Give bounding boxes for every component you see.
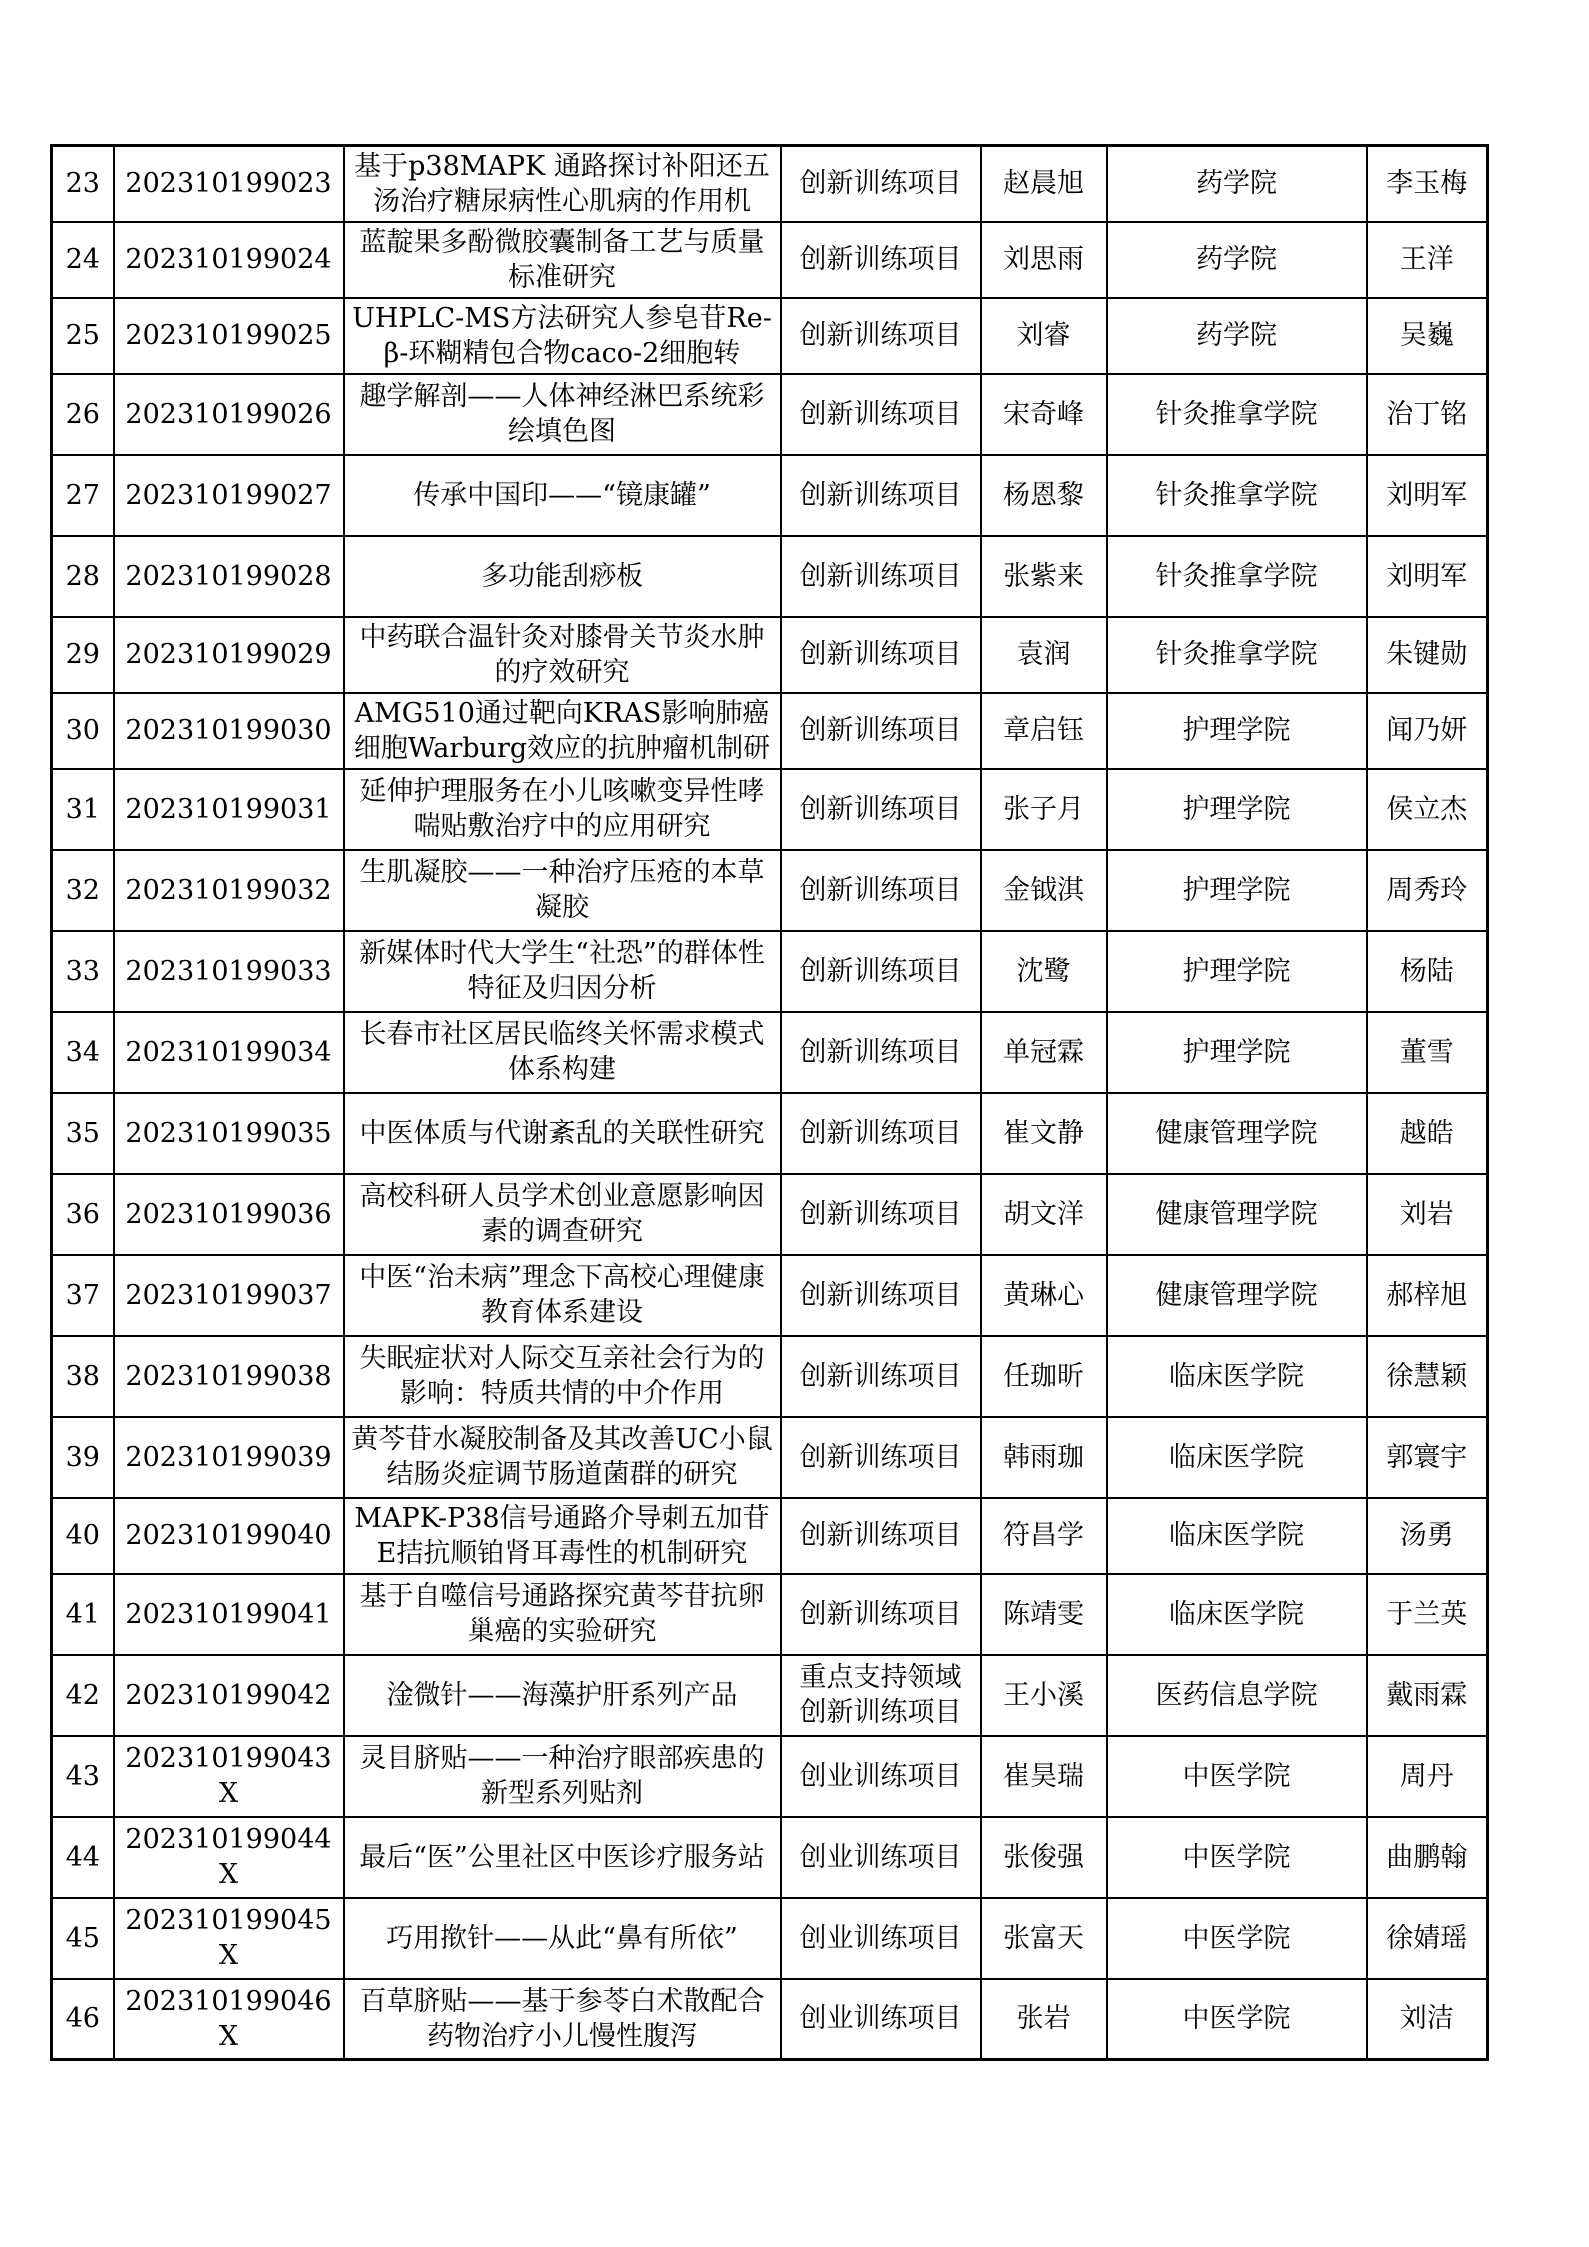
college-name-cell: 健康管理学院 xyxy=(1107,1174,1367,1255)
project-type-cell: 创新训练项目 xyxy=(781,374,981,455)
project-leader-cell: 张子月 xyxy=(981,769,1107,850)
project-leader-cell: 刘睿 xyxy=(981,298,1107,374)
advisor-name-cell: 朱键勋 xyxy=(1367,617,1488,693)
table-row xyxy=(52,1498,1488,1574)
project-leader-cell: 杨恩黎 xyxy=(981,455,1107,536)
project-title-cell: 基于自噬信号通路探究黄芩苷抗卵巢癌的实验研究 xyxy=(344,1574,781,1655)
row-number-cell: 35 xyxy=(52,1093,114,1174)
advisor-name-cell: 闻乃妍 xyxy=(1367,693,1488,769)
row-number-cell: 46 xyxy=(52,1979,114,2060)
row-number-cell: 33 xyxy=(52,931,114,1012)
project-leader-cell: 宋奇峰 xyxy=(981,374,1107,455)
project-leader-cell: 符昌学 xyxy=(981,1498,1107,1574)
table-row xyxy=(52,536,1488,617)
table-row xyxy=(52,374,1488,455)
table-row xyxy=(52,1255,1488,1336)
project-code-cell: 202310199036 xyxy=(114,1174,344,1255)
project-code-cell: 202310199029 xyxy=(114,617,344,693)
project-title-cell: 高校科研人员学术创业意愿影响因素的调查研究 xyxy=(344,1174,781,1255)
project-title-cell: 淦微针——海藻护肝系列产品 xyxy=(344,1655,781,1736)
project-code-cell: 202310199024 xyxy=(114,222,344,298)
project-code-cell: 202310199042 xyxy=(114,1655,344,1736)
project-leader-cell: 袁润 xyxy=(981,617,1107,693)
college-name-cell: 临床医学院 xyxy=(1107,1574,1367,1655)
project-code-cell: 202310199033 xyxy=(114,931,344,1012)
project-type-cell: 创业训练项目 xyxy=(781,1817,981,1898)
project-title-cell: 最后“医”公里社区中医诊疗服务站 xyxy=(344,1817,781,1898)
project-title-cell: 灵目脐贴——一种治疗眼部疾患的新型系列贴剂 xyxy=(344,1736,781,1817)
advisor-name-cell: 徐慧颖 xyxy=(1367,1336,1488,1417)
college-name-cell: 药学院 xyxy=(1107,298,1367,374)
project-title-cell: 基于p38MAPK 通路探讨补阳还五汤治疗糖尿病性心肌病的作用机 xyxy=(344,146,781,222)
college-name-cell: 药学院 xyxy=(1107,222,1367,298)
advisor-name-cell: 刘明军 xyxy=(1367,455,1488,536)
project-type-cell: 创新训练项目 xyxy=(781,769,981,850)
project-code-cell: 202310199034 xyxy=(114,1012,344,1093)
advisor-name-cell: 侯立杰 xyxy=(1367,769,1488,850)
project-type-cell: 创业训练项目 xyxy=(781,1736,981,1817)
college-name-cell: 临床医学院 xyxy=(1107,1336,1367,1417)
project-leader-cell: 金钺淇 xyxy=(981,850,1107,931)
project-title-cell: MAPK-P38信号通路介导刺五加苷E拮抗顺铂肾耳毒性的机制研究 xyxy=(344,1498,781,1574)
project-title-cell: 黄芩苷水凝胶制备及其改善UC小鼠结肠炎症调节肠道菌群的研究 xyxy=(344,1417,781,1498)
advisor-name-cell: 董雪 xyxy=(1367,1012,1488,1093)
project-leader-cell: 胡文洋 xyxy=(981,1174,1107,1255)
project-leader-cell: 张俊强 xyxy=(981,1817,1107,1898)
project-code-cell: 202310199031 xyxy=(114,769,344,850)
project-type-cell: 创新训练项目 xyxy=(781,298,981,374)
project-leader-cell: 张岩 xyxy=(981,1979,1107,2060)
row-number-cell: 38 xyxy=(52,1336,114,1417)
project-type-cell: 创新训练项目 xyxy=(781,1012,981,1093)
project-type-cell: 创业训练项目 xyxy=(781,1898,981,1979)
project-code-cell: 202310199037 xyxy=(114,1255,344,1336)
project-leader-cell: 崔文静 xyxy=(981,1093,1107,1174)
college-name-cell: 护理学院 xyxy=(1107,693,1367,769)
project-type-cell: 创新训练项目 xyxy=(781,1336,981,1417)
table-row xyxy=(52,455,1488,536)
project-title-cell: 新媒体时代大学生“社恐”的群体性特征及归因分析 xyxy=(344,931,781,1012)
table-row xyxy=(52,1093,1488,1174)
college-name-cell: 中医学院 xyxy=(1107,1817,1367,1898)
advisor-name-cell: 王洋 xyxy=(1367,222,1488,298)
project-type-cell: 创新训练项目 xyxy=(781,850,981,931)
project-code-cell: 202310199028 xyxy=(114,536,344,617)
table-row xyxy=(52,146,1488,222)
project-code-cell: 202310199039 xyxy=(114,1417,344,1498)
project-title-cell: 中医“治未病”理念下高校心理健康教育体系建设 xyxy=(344,1255,781,1336)
advisor-name-cell: 治丁铭 xyxy=(1367,374,1488,455)
row-number-cell: 41 xyxy=(52,1574,114,1655)
table-row xyxy=(52,850,1488,931)
college-name-cell: 中医学院 xyxy=(1107,1736,1367,1817)
college-name-cell: 临床医学院 xyxy=(1107,1498,1367,1574)
row-number-cell: 42 xyxy=(52,1655,114,1736)
table-row xyxy=(52,1417,1488,1498)
project-type-cell: 创新训练项目 xyxy=(781,1174,981,1255)
project-type-cell: 创新训练项目 xyxy=(781,455,981,536)
project-code-cell: 202310199046X xyxy=(114,1979,344,2060)
table-row xyxy=(52,1174,1488,1255)
project-title-cell: 趣学解剖——人体神经淋巴系统彩绘填色图 xyxy=(344,374,781,455)
row-number-cell: 44 xyxy=(52,1817,114,1898)
project-code-cell: 202310199027 xyxy=(114,455,344,536)
project-title-cell: 多功能刮痧板 xyxy=(344,536,781,617)
project-title-cell: 巧用揿针——从此“鼻有所依” xyxy=(344,1898,781,1979)
advisor-name-cell: 汤勇 xyxy=(1367,1498,1488,1574)
table-row xyxy=(52,298,1488,374)
project-leader-cell: 沈鹭 xyxy=(981,931,1107,1012)
project-leader-cell: 张紫来 xyxy=(981,536,1107,617)
project-code-cell: 202310199040 xyxy=(114,1498,344,1574)
project-type-cell: 创新训练项目 xyxy=(781,146,981,222)
table-body xyxy=(52,146,1488,2060)
row-number-cell: 34 xyxy=(52,1012,114,1093)
table-row xyxy=(52,931,1488,1012)
project-title-cell: 蓝靛果多酚微胶囊制备工艺与质量标准研究 xyxy=(344,222,781,298)
project-leader-cell: 陈靖雯 xyxy=(981,1574,1107,1655)
row-number-cell: 31 xyxy=(52,769,114,850)
college-name-cell: 护理学院 xyxy=(1107,1012,1367,1093)
row-number-cell: 37 xyxy=(52,1255,114,1336)
advisor-name-cell: 曲鹏翰 xyxy=(1367,1817,1488,1898)
advisor-name-cell: 周丹 xyxy=(1367,1736,1488,1817)
project-code-cell: 202310199044X xyxy=(114,1817,344,1898)
row-number-cell: 43 xyxy=(52,1736,114,1817)
project-leader-cell: 王小溪 xyxy=(981,1655,1107,1736)
row-number-cell: 24 xyxy=(52,222,114,298)
project-leader-cell: 刘思雨 xyxy=(981,222,1107,298)
project-leader-cell: 张富天 xyxy=(981,1898,1107,1979)
project-type-cell: 创新训练项目 xyxy=(781,1417,981,1498)
table-row xyxy=(52,1817,1488,1898)
project-leader-cell: 单冠霖 xyxy=(981,1012,1107,1093)
college-name-cell: 中医学院 xyxy=(1107,1979,1367,2060)
project-type-cell: 创新训练项目 xyxy=(781,222,981,298)
row-number-cell: 27 xyxy=(52,455,114,536)
project-type-cell: 创新训练项目 xyxy=(781,536,981,617)
advisor-name-cell: 周秀玲 xyxy=(1367,850,1488,931)
advisor-name-cell: 吴巍 xyxy=(1367,298,1488,374)
college-name-cell: 护理学院 xyxy=(1107,850,1367,931)
row-number-cell: 29 xyxy=(52,617,114,693)
row-number-cell: 40 xyxy=(52,1498,114,1574)
project-leader-cell: 韩雨珈 xyxy=(981,1417,1107,1498)
advisor-name-cell: 李玉梅 xyxy=(1367,146,1488,222)
project-leader-cell: 赵晨旭 xyxy=(981,146,1107,222)
project-code-cell: 202310199023 xyxy=(114,146,344,222)
advisor-name-cell: 徐婧瑶 xyxy=(1367,1898,1488,1979)
project-title-cell: 中医体质与代谢紊乱的关联性研究 xyxy=(344,1093,781,1174)
project-code-cell: 202310199038 xyxy=(114,1336,344,1417)
advisor-name-cell: 刘岩 xyxy=(1367,1174,1488,1255)
college-name-cell: 针灸推拿学院 xyxy=(1107,617,1367,693)
row-number-cell: 45 xyxy=(52,1898,114,1979)
project-type-cell: 创新训练项目 xyxy=(781,693,981,769)
college-name-cell: 针灸推拿学院 xyxy=(1107,374,1367,455)
project-code-cell: 202310199032 xyxy=(114,850,344,931)
college-name-cell: 临床医学院 xyxy=(1107,1417,1367,1498)
row-number-cell: 23 xyxy=(52,146,114,222)
table-row xyxy=(52,1336,1488,1417)
project-type-cell: 创新训练项目 xyxy=(781,617,981,693)
project-title-cell: 传承中国印——“镜康罐” xyxy=(344,455,781,536)
table-row xyxy=(52,693,1488,769)
project-type-cell: 重点支持领域创新训练项目 xyxy=(781,1655,981,1736)
table-row xyxy=(52,617,1488,693)
project-type-cell: 创新训练项目 xyxy=(781,1093,981,1174)
row-number-cell: 36 xyxy=(52,1174,114,1255)
college-name-cell: 健康管理学院 xyxy=(1107,1255,1367,1336)
project-title-cell: 百草脐贴——基于参苓白术散配合药物治疗小儿慢性腹泻 xyxy=(344,1979,781,2060)
project-type-cell: 创新训练项目 xyxy=(781,931,981,1012)
project-title-cell: 失眠症状对人际交互亲社会行为的影响：特质共情的中介作用 xyxy=(344,1336,781,1417)
project-type-cell: 创新训练项目 xyxy=(781,1574,981,1655)
project-type-cell: 创业训练项目 xyxy=(781,1979,981,2060)
advisor-name-cell: 郭寰宇 xyxy=(1367,1417,1488,1498)
project-code-cell: 202310199043X xyxy=(114,1736,344,1817)
college-name-cell: 药学院 xyxy=(1107,146,1367,222)
project-title-cell: UHPLC-MS方法研究人参皂苷Re-β-环糊精包合物caco-2细胞转 xyxy=(344,298,781,374)
project-table xyxy=(50,144,1489,2061)
project-leader-cell: 任珈昕 xyxy=(981,1336,1107,1417)
project-leader-cell: 章启钰 xyxy=(981,693,1107,769)
project-code-cell: 202310199045X xyxy=(114,1898,344,1979)
project-title-cell: 生肌凝胶——一种治疗压疮的本草凝胶 xyxy=(344,850,781,931)
college-name-cell: 护理学院 xyxy=(1107,769,1367,850)
advisor-name-cell: 越皓 xyxy=(1367,1093,1488,1174)
table-row xyxy=(52,222,1488,298)
row-number-cell: 26 xyxy=(52,374,114,455)
advisor-name-cell: 于兰英 xyxy=(1367,1574,1488,1655)
project-code-cell: 202310199030 xyxy=(114,693,344,769)
college-name-cell: 护理学院 xyxy=(1107,931,1367,1012)
row-number-cell: 39 xyxy=(52,1417,114,1498)
college-name-cell: 针灸推拿学院 xyxy=(1107,455,1367,536)
project-code-cell: 202310199041 xyxy=(114,1574,344,1655)
project-code-cell: 202310199026 xyxy=(114,374,344,455)
project-code-cell: 202310199035 xyxy=(114,1093,344,1174)
project-title-cell: 长春市社区居民临终关怀需求模式体系构建 xyxy=(344,1012,781,1093)
project-leader-cell: 黄琳心 xyxy=(981,1255,1107,1336)
project-title-cell: AMG510通过靶向KRAS影响肺癌细胞Warburg效应的抗肿瘤机制研 xyxy=(344,693,781,769)
row-number-cell: 28 xyxy=(52,536,114,617)
table-row xyxy=(52,1736,1488,1817)
college-name-cell: 针灸推拿学院 xyxy=(1107,536,1367,617)
table-row xyxy=(52,1979,1488,2060)
college-name-cell: 健康管理学院 xyxy=(1107,1093,1367,1174)
project-code-cell: 202310199025 xyxy=(114,298,344,374)
advisor-name-cell: 郝梓旭 xyxy=(1367,1255,1488,1336)
table-row xyxy=(52,1898,1488,1979)
table-row xyxy=(52,1655,1488,1736)
project-title-cell: 中药联合温针灸对膝骨关节炎水肿的疗效研究 xyxy=(344,617,781,693)
row-number-cell: 25 xyxy=(52,298,114,374)
table-row xyxy=(52,1012,1488,1093)
advisor-name-cell: 刘明军 xyxy=(1367,536,1488,617)
project-type-cell: 创新训练项目 xyxy=(781,1498,981,1574)
project-title-cell: 延伸护理服务在小儿咳嗽变异性哮喘贴敷治疗中的应用研究 xyxy=(344,769,781,850)
project-type-cell: 创新训练项目 xyxy=(781,1255,981,1336)
row-number-cell: 30 xyxy=(52,693,114,769)
table-row xyxy=(52,1574,1488,1655)
college-name-cell: 中医学院 xyxy=(1107,1898,1367,1979)
college-name-cell: 医药信息学院 xyxy=(1107,1655,1367,1736)
row-number-cell: 32 xyxy=(52,850,114,931)
project-leader-cell: 崔昊瑞 xyxy=(981,1736,1107,1817)
advisor-name-cell: 杨陆 xyxy=(1367,931,1488,1012)
table-row xyxy=(52,769,1488,850)
advisor-name-cell: 刘洁 xyxy=(1367,1979,1488,2060)
advisor-name-cell: 戴雨霖 xyxy=(1367,1655,1488,1736)
